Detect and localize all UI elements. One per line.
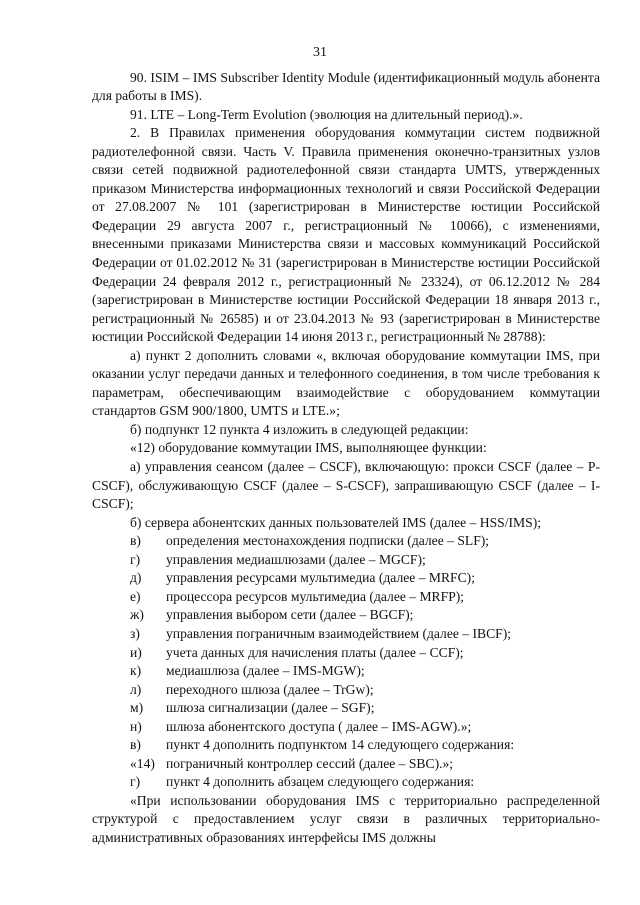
list-item [92, 699, 600, 718]
list-item [92, 532, 600, 551]
list-marker: в) [130, 533, 141, 549]
paragraph-function-b: б) сервера абонентских данных пользователей IMS (далее – HSS/IMS); [130, 514, 541, 530]
list-text: переходного шлюза (далее – TrGw); [166, 681, 374, 697]
paragraph-section-2: 2. В Правилах применения оборудования коммутации систем подвижной радиотелефонной связи. Часть V. Правила применения оконечно-транзитных узлов связи сетей подвижной радиотелефонной связи стандарта UMTS, утвержденных приказом Министерства информационных технологий и связи Российской Федерации от 27.08.2007 № 101 (зарегистрирован в Министерстве юстиции Российской Федерации 29 августа 2007 г., регистрационный № 10066), с изменениями, внесенными приказами Министерства связи и массовых коммуникаций Российской Федерации от 01.02.2012 № 31 (зарегистрирован в Министерстве юстиции Российской Федерации 24 февраля 2012 г., регистрационный № 23324), от 06.12.2012 № 284 (зарегистрирован в Министерстве юстиции Российской Федерации 18 января 2013 г., регистрационный № 26585) и от 23.04.2013 № 93 (зарегистрирован в Министерстве юстиции Российской Федерации 14 июня 2013 г., регистрационный № 28788): [92, 125, 600, 345]
list-marker: д) [130, 570, 142, 586]
list-marker: и) [130, 644, 142, 660]
list-item [92, 569, 600, 588]
list-marker: м) [130, 700, 144, 716]
list-text: управления ресурсами мультимедиа (далее – MRFC); [166, 570, 475, 586]
list-marker: з) [130, 625, 140, 641]
paragraph-subitem-b: б) подпункт 12 пункта 4 изложить в следующей редакции: [130, 421, 469, 437]
list-marker: в) [130, 737, 141, 753]
list-text: шлюза абонентского доступа ( далее – IMS-AGW).»; [166, 718, 472, 734]
list-text: управления выбором сети (далее – BGCF); [166, 607, 414, 623]
list-text: управления пограничным взаимодействием (далее – IBCF); [166, 625, 512, 641]
list-text: медиашлюза (далее – IMS-MGW); [166, 663, 365, 679]
list-item [92, 625, 600, 644]
list-marker: н) [130, 718, 142, 734]
list-marker: к) [130, 663, 142, 679]
list-marker: «14) [130, 755, 155, 771]
list-marker: г) [130, 551, 141, 567]
list-item [92, 644, 600, 663]
list-item [92, 662, 600, 681]
paragraph-clause-12: «12) оборудование коммутации IMS, выполняющее функции: [130, 440, 487, 456]
paragraph-item-90: 90. ISIM – IMS Subscriber Identity Module (идентификационный модуль абонента для работы в IMS). [92, 69, 600, 104]
list-marker: л) [130, 681, 142, 697]
function-list [92, 532, 600, 792]
paragraph-function-a: а) управления сеансом (далее – CSCF), включающую: прокси CSCF (далее – P-CSCF), обслуживающую CSCF (далее – S-CSCF), запрашивающую CSCF (далее – I-CSCF); [92, 459, 600, 512]
closing-paragraph: «При использовании оборудования IMS с территориально распределенной структурой с предоставлением услуг связи в различных территориально-административных образованиях интерфейсы IMS должны [92, 792, 600, 845]
list-item [92, 551, 600, 570]
paragraph-subitem-a: а) пункт 2 дополнить словами «, включая оборудование коммутации IMS, при оказании услуг передачи данных и телефонного соединения, в том числе требования к параметрам, обеспечивающим взаимодействие с оборудованием коммутации стандартов GSM 900/1800, UMTS и LTE.»; [92, 347, 600, 419]
paragraph-item-91: 91. LTE – Long-Term Evolution (эволюция на длительный период).». [130, 106, 523, 122]
list-marker: е) [130, 588, 141, 604]
list-text: процессора ресурсов мультимедиа (далее – MRFP); [166, 588, 465, 604]
list-text: пограничный контроллер сессий (далее – SBC).»; [166, 755, 454, 771]
list-item [92, 588, 600, 607]
list-text: управления медиашлюзами (далее – MGCF); [166, 551, 426, 567]
list-text: определения местонахождения подписки (далее – SLF); [166, 533, 490, 549]
list-item [92, 773, 600, 792]
page-number: 31 [313, 45, 327, 60]
list-marker: г) [130, 774, 141, 790]
list-item [92, 606, 600, 625]
list-item [92, 681, 600, 700]
list-text: шлюза сигнализации (далее – SGF); [166, 700, 375, 716]
list-text: пункт 4 дополнить абзацем следующего содержания: [166, 774, 475, 790]
list-item [92, 755, 600, 774]
list-text: пункт 4 дополнить подпунктом 14 следующего содержания: [166, 737, 515, 753]
list-marker: ж) [130, 607, 144, 623]
list-text: учета данных для начисления платы (далее – CCF); [166, 644, 464, 660]
list-item [92, 718, 600, 737]
list-item [92, 736, 600, 755]
